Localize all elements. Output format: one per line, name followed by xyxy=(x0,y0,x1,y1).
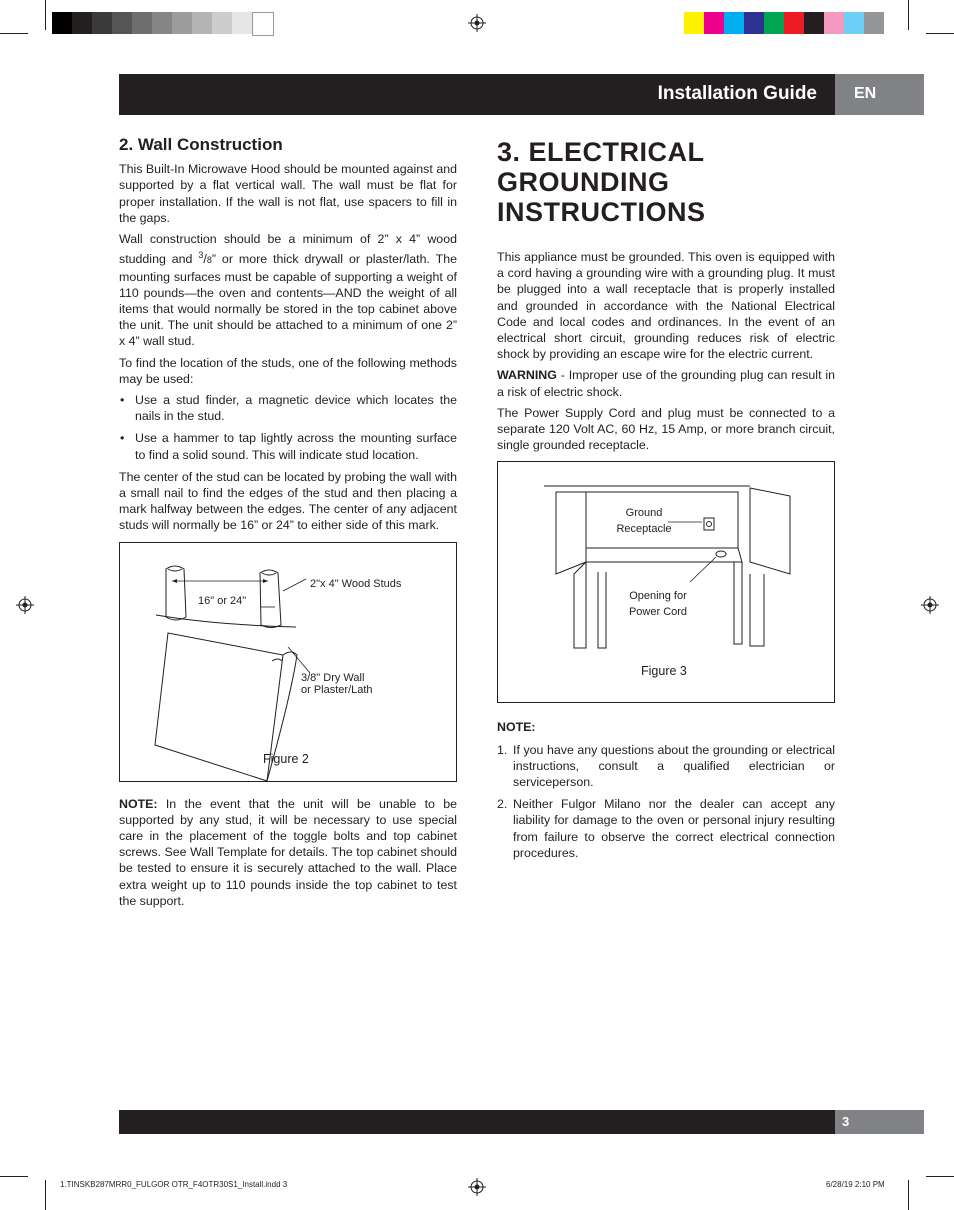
drywall-label: 3/8" Dry Wall xyxy=(301,671,365,684)
color-swatch xyxy=(684,12,704,34)
studs-label: 2"x 4" Wood Studs xyxy=(310,577,402,590)
grey-swatch xyxy=(72,12,92,34)
section-heading: 2. Wall Construction xyxy=(119,135,283,154)
note-label: NOTE: xyxy=(119,796,158,811)
paragraph: The center of the stud can be located by probing the wall with a small nail to find the edges of the stud and then placing a mark halfway between the edges. The center of any adjacent studs will normally be 16” or 24” to either side of this mark. xyxy=(119,469,457,533)
slug-timestamp: 6/28/19 2:10 PM xyxy=(826,1180,885,1189)
note-paragraph: NOTE: In the event that the unit will be unable to be supported by any stud, it will be necessary to use special care in the placement of the toggle bolts and top cabinet screws. See Wall Template for details. The top cabinet should be tested to ensure it is securely attached to the wall. Place extra weight up to 110 pounds inside the top cabinet to test the support. xyxy=(119,796,457,908)
grey-swatch xyxy=(252,12,274,36)
registration-mark-icon xyxy=(468,14,486,32)
section-electrical-grounding xyxy=(497,137,835,867)
figure-caption: Figure 3 xyxy=(641,664,687,679)
fraction-denominator: 8 xyxy=(206,255,212,266)
page-number: 3 xyxy=(842,1114,850,1129)
drywall-label: or Plaster/Lath xyxy=(301,683,373,696)
paragraph: Wall construction should be a minimum of 2” x 4” wood studding and $^3$/8” or more thick drywall or plaster/lath. The mounting surfaces must be capable of supporting a weight of 110 pounds—the oven and contents—AND the weight of all items that would normally be stored in the top cabinet above the unit. The unit should be attached to a minimum of one 2” x 4” wall stud. xyxy=(119,232,458,349)
ground-label: Ground xyxy=(625,507,663,520)
page-number-tab xyxy=(835,1110,924,1134)
spacing-label: 16" or 24" xyxy=(198,594,247,607)
bullet-list xyxy=(119,392,457,463)
paragraph: This Built-In Microwave Hood should be mounted against and supported by a flat vertical wall. The wall must be flat for proper installation. If the wall is not flat, use spacers to fill in the gaps. xyxy=(119,162,457,225)
opening-label: Opening for xyxy=(629,590,687,603)
grey-swatch xyxy=(132,12,152,34)
section-wall-construction xyxy=(119,137,457,914)
color-swatch xyxy=(844,12,864,34)
list-item: 2. Neither Fulgor Milano nor the dealer can accept any liability for damage to the oven or personal injury resulting from failure to observe the correct electrical connection procedures. xyxy=(497,797,835,860)
grey-swatch xyxy=(112,12,132,34)
color-swatch xyxy=(784,12,804,34)
grey-swatch xyxy=(192,12,212,34)
color-swatch xyxy=(704,12,724,34)
footer-bar xyxy=(119,1110,835,1134)
warning-label: WARNING xyxy=(497,368,557,383)
opening-label: Power Cord xyxy=(628,606,688,619)
grey-swatch xyxy=(52,12,72,34)
color-swatch xyxy=(824,12,844,34)
grey-swatch xyxy=(172,12,192,34)
color-swatch xyxy=(804,12,824,34)
list-item: • Use a hammer to tap lightly across the mounting surface to find a solid sound. This will indicate stud location. xyxy=(119,430,457,462)
grey-swatch xyxy=(212,12,232,34)
section-heading: 3. ELECTRICAL GROUNDING INSTRUCTIONS xyxy=(497,137,706,227)
grey-swatch xyxy=(152,12,172,34)
list-item: 1. If you have any questions about the grounding or electrical instructions, consult a qualified electrician or serviceperson. xyxy=(497,742,835,790)
paragraph: To find the location of the studs, one of the following methods may be used: xyxy=(119,355,457,386)
registration-mark-icon xyxy=(921,596,939,614)
registration-mark-icon xyxy=(16,596,34,614)
figure-2 xyxy=(119,542,457,782)
figure-caption: Figure 2 xyxy=(263,751,309,766)
figure-3 xyxy=(497,461,835,703)
list-item: • Use a stud finder, a magnetic device which locates the nails in the stud. xyxy=(119,392,457,424)
registration-mark-icon xyxy=(468,1178,486,1196)
language-label: EN xyxy=(854,85,877,102)
warning-paragraph: WARNING - Improper use of the grounding plug can result in a risk of electric shock. xyxy=(497,368,835,399)
paragraph: This appliance must be grounded. This oven is equipped with a cord having a grounding wire with a grounding plug. It must be plugged into a wall receptacle that is properly installed and grounded in accordance with the National Electrical Code and local codes and ordinances. In the event of an electrical short circuit, grounding reduces risk of electric shock by providing an escape wire for the electric current. xyxy=(497,250,835,362)
header-bar xyxy=(119,74,835,115)
slug-file-info: 1.TINSKB287MRR0_FULGOR OTR_F4OTR30S1_Install.indd 3 xyxy=(60,1180,288,1189)
page-title: Installation Guide xyxy=(657,83,817,104)
color-swatch xyxy=(744,12,764,34)
color-swatch xyxy=(864,12,884,34)
ground-label: Receptacle xyxy=(616,523,672,536)
paragraph: The Power Supply Cord and plug must be connected to a separate 120 Volt AC, 60 Hz, 15 Amp, or more branch circuit, single grounded receptacle. xyxy=(497,405,835,453)
language-tab xyxy=(835,74,924,115)
grey-swatch xyxy=(92,12,112,34)
note-heading: NOTE: xyxy=(497,720,536,735)
wall-studs-illustration xyxy=(120,543,456,781)
grey-swatch xyxy=(232,12,252,34)
fraction-numerator: 3 xyxy=(198,250,204,261)
color-swatch xyxy=(724,12,744,34)
color-swatch xyxy=(764,12,784,34)
notes-list xyxy=(497,742,835,861)
